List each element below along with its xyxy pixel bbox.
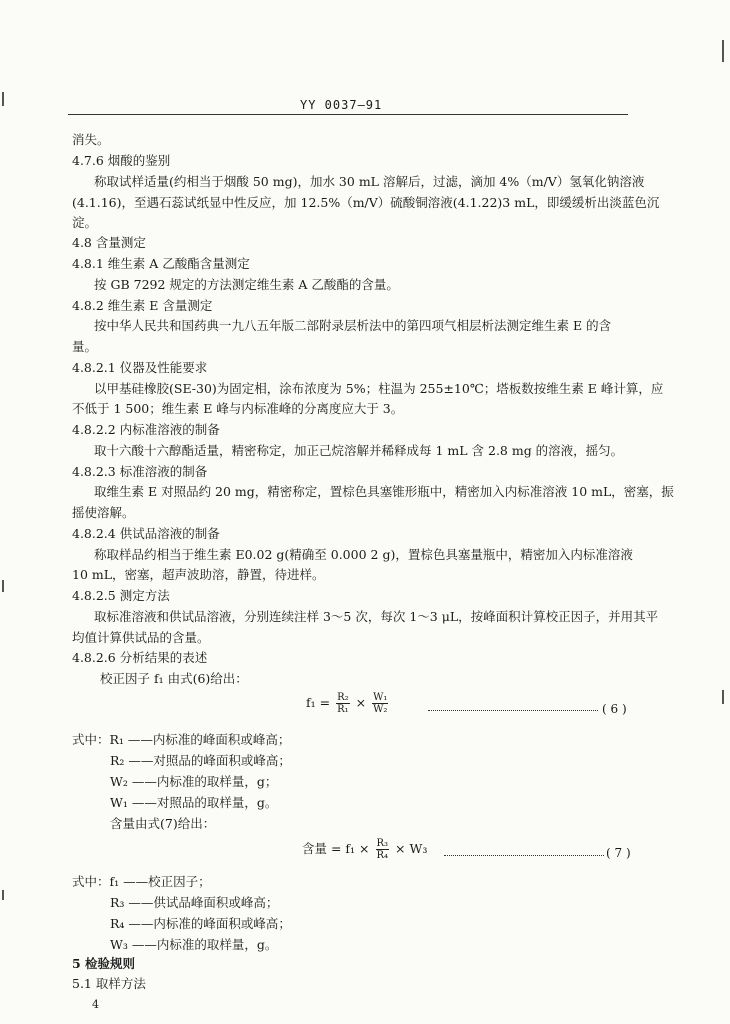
where-line: W₂ ——内标准的取样量，g； — [110, 774, 278, 789]
text-line: 按 GB 7292 规定的方法测定维生素 A 乙酸酯的含量。 — [94, 277, 399, 292]
eq7-num: R₃ — [376, 838, 389, 849]
eq6-fraction-1 — [336, 692, 350, 715]
running-header: YY 0037—91 — [300, 98, 383, 112]
where-line: W₃ ——内标准的取样量，g。 — [110, 937, 278, 952]
section-heading: 4.8.1 维生素 A 乙酸酯含量测定 — [72, 256, 250, 271]
section-5-1-heading: 5.1 取样方法 — [72, 976, 146, 991]
section-heading: 4.8.2 维生素 E 含量测定 — [72, 298, 213, 313]
text-line: 取标准溶液和供试品溶液，分别连续注样 3～5 次，每次 1～3 μL，按峰面积计算校正因子，并用其平 — [94, 609, 659, 624]
text-line: 淀。 — [72, 215, 98, 230]
eq6-times: × — [355, 695, 367, 710]
text-line: (4.1.16)，至遇石蕊试纸显中性反应，加 12.5%（m/V）硫酸铜溶液(4.1.22)3 mL，即缓缓析出淡蓝色沉 — [72, 195, 660, 210]
text-line: 摇使溶解。 — [72, 505, 135, 520]
scan-speck — [2, 92, 4, 106]
text-line: 称取样品约相当于维生素 E0.02 g(精确至 0.000 2 g)，置棕色具塞量瓶中，精密加入内标准溶液 — [94, 547, 633, 562]
text-line: 取维生素 E 对照品约 20 mg，精密称定，置棕色具塞锥形瓶中，精密加入内标准溶液 10 mL，密塞，振 — [94, 484, 674, 499]
eq6-num2: W₁ — [373, 692, 388, 703]
text-line: 取十六酸十六醇酯适量，精密称定，加正己烷溶解并稀释成每 1 mL 含 2.8 mg 的溶液，摇匀。 — [94, 443, 624, 458]
text-line: 量。 — [72, 339, 98, 354]
where-line: R₃ ——供试品峰面积或峰高； — [110, 895, 279, 910]
section-heading: 4.8.2.2 内标准溶液的制备 — [72, 422, 220, 437]
text-line: 含量由式(7)给出： — [110, 816, 216, 831]
text-line: 消失。 — [72, 132, 110, 147]
equation-7 — [302, 838, 427, 861]
page-number: 4 — [92, 998, 99, 1011]
eq6-num1: R₂ — [337, 692, 349, 703]
where-line: 式中：f₁ ——校正因子； — [72, 874, 211, 889]
text-line: 均值计算供试品的含量。 — [72, 630, 210, 645]
eq6-leader-dots — [428, 710, 598, 711]
section-heading: 4.8.2.5 测定方法 — [72, 588, 170, 603]
eq6-den1: R₁ — [337, 704, 349, 715]
text-line: 按中华人民共和国药典一九八五年版二部附录层析法中的第四项气相层析法测定维生素 E 的含 — [94, 318, 612, 333]
scan-speck — [722, 40, 724, 62]
scan-speck — [722, 690, 724, 704]
section-heading: 4.8.2.3 标准溶液的制备 — [72, 464, 208, 479]
text-line: 称取试样适量(约相当于烟酸 50 mg)，加水 30 mL 溶解后，过滤，滴加 4%（m/V）氢氧化钠溶液 — [94, 174, 645, 189]
section-heading: 4.7.6 烟酸的鉴别 — [72, 153, 171, 168]
where-line: 式中：R₁ ——内标准的峰面积或峰高； — [72, 732, 291, 747]
where-line: R₄ ——内标准的峰面积或峰高； — [110, 916, 291, 931]
eq7-rhs: × W₃ — [395, 841, 428, 856]
eq7-den: R₄ — [376, 850, 389, 861]
section-heading: 4.8 含量测定 — [72, 235, 146, 250]
eq7-lhs: 含量 = f₁ × — [302, 841, 370, 856]
equation-6 — [306, 692, 390, 715]
section-heading: 4.8.2.4 供试品溶液的制备 — [72, 526, 220, 541]
where-line: R₂ ——对照品的峰面积或峰高； — [110, 753, 291, 768]
text-line: 不低于 1 500；维生素 E 峰与内标准峰的分离度应大于 3。 — [72, 401, 404, 416]
eq7-fraction — [376, 838, 390, 861]
eq6-den2: W₂ — [373, 704, 388, 715]
section-heading: 4.8.2.6 分析结果的表述 — [72, 650, 208, 665]
section-heading: 4.8.2.1 仪器及性能要求 — [72, 360, 208, 375]
scan-speck — [2, 580, 4, 592]
eq7-leader-dots — [444, 855, 604, 856]
scan-speck — [2, 890, 4, 900]
text-line: 10 mL，密塞，超声波助溶，静置，待进样。 — [72, 567, 325, 582]
section-5-heading: 5 检验规则 — [72, 956, 136, 971]
where-line: W₁ ——对照品的取样量，g。 — [110, 795, 278, 810]
text-line: 校正因子 f₁ 由式(6)给出： — [100, 671, 248, 686]
eq6-fraction-2 — [372, 692, 388, 715]
eq6-number: ( 6 ) — [602, 702, 627, 716]
header-rule — [68, 114, 628, 115]
text-line: 以甲基硅橡胶(SE-30)为固定相，涂布浓度为 5%；柱温为 255±10℃；塔板数按维生素 E 峰计算，应 — [94, 381, 664, 396]
eq7-number: ( 7 ) — [606, 846, 631, 860]
eq6-lhs: f₁ = — [306, 695, 331, 710]
